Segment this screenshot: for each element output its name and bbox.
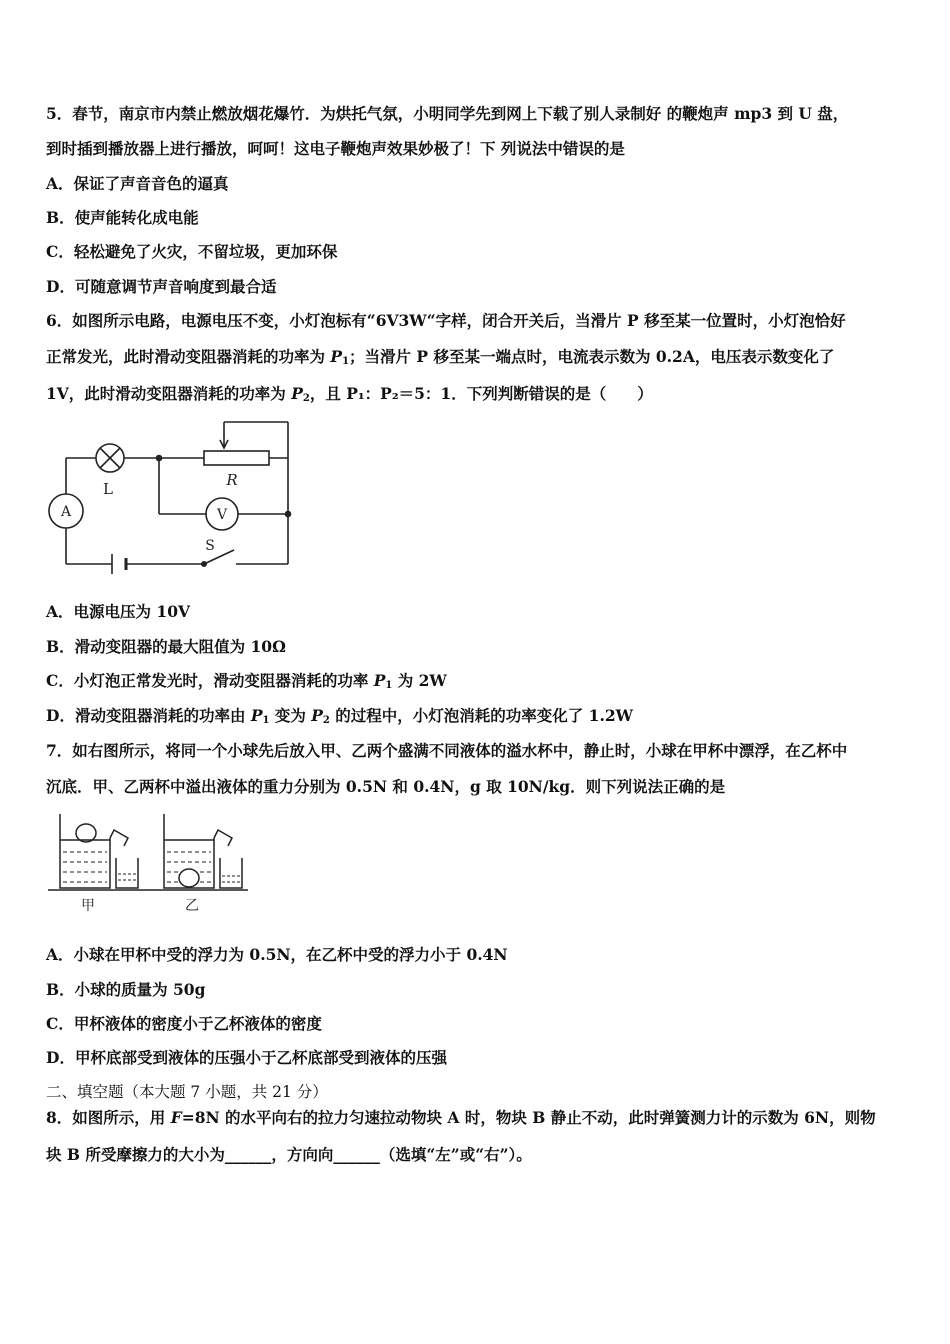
section2-title: 二、填空题（本大题 7 小题，共 21 分）: [46, 1083, 328, 1101]
spout-yi: [214, 830, 232, 846]
cup-jia: [60, 814, 110, 888]
q6-option-c-p-symbol: P: [373, 671, 386, 690]
q6-line3-text-a: 1V，此时滑动变阻器消耗的功率为: [46, 384, 292, 403]
q6-option-d-text-mid: 变为: [269, 706, 312, 725]
label-jia: 甲: [81, 898, 95, 914]
circuit-diagram: [44, 418, 304, 584]
switch-label: S: [205, 538, 215, 554]
q6-option-d-text-a: D．滑动变阻器消耗的功率由: [46, 706, 251, 725]
q8-stem-line1: [46, 1108, 910, 1128]
q6-line2-text-b: ；当滑片 P 移至某一端点时，电流表示数为 0.2A，电压表示数变化了: [349, 347, 835, 366]
q8-line1-text-b: =8N 的水平向右的拉力匀速拉动物块 A 时，物块 B 静止不动，此时弹簧测力计的示数为 6N，则物: [181, 1108, 876, 1127]
q6-line2-text-a: 正常发光，此时滑动变阻器消耗的功率为: [46, 347, 331, 366]
label-yi: 乙: [185, 898, 199, 914]
overflow-cups-figure: [44, 808, 254, 918]
q6-option-c-p-subscript: 1: [385, 680, 393, 691]
q6-p1-subscript: 1: [342, 356, 350, 367]
q6-option-c-text-a: C．小灯泡正常发光时，滑动变阻器消耗的功率: [46, 671, 374, 690]
q7-stem-line2: 沉底．甲、乙两杯中溢出液体的重力分别为 0.5N 和 0.4N，g 取 10N/kg．则下列说法正确的是: [46, 777, 726, 796]
q5-stem-line2: 到时插到播放器上进行播放，呵呵！这电子鞭炮声效果妙极了！下 列说法中错误的是: [46, 139, 625, 158]
q7-stem-line1: 7．如右图所示，将同一个小球先后放入甲、乙两个盛满不同液体的溢水杯中，静止时，小球在甲杯中漂浮，在乙杯中: [46, 741, 848, 760]
cup-yi: [164, 814, 214, 888]
q7-option-d: D．甲杯底部受到液体的压强小于乙杯底部受到液体的压强: [46, 1048, 447, 1067]
q5-option-b: B．使声能转化成电能: [46, 208, 199, 227]
q5-option-c: C．轻松避免了火灾，不留垃圾，更加环保: [46, 242, 338, 261]
beaker-yi: [220, 858, 242, 888]
beaker-liquid-yi: [222, 876, 240, 882]
ammeter-label: A: [60, 504, 72, 520]
q7-option-b: B．小球的质量为 50g: [46, 980, 206, 999]
q6-option-b: B．滑动变阻器的最大阻值为 10Ω: [46, 637, 286, 656]
junction-dot: [157, 456, 162, 461]
q6-line3-text-b: ，且 P₁：P₂＝5：1．下列判断错误的是（ ）: [309, 384, 653, 403]
q6-option-d-p2-symbol: P: [311, 706, 323, 725]
beaker-liquid-jia: [118, 874, 136, 880]
ball-yi: [179, 869, 199, 887]
junction-dot: [286, 512, 291, 517]
q6-option-d-text-b: 的过程中，小灯泡消耗的功率变化了 1.2W: [329, 706, 634, 725]
q5-option-d: D．可随意调节声音响度到最合适: [46, 277, 277, 296]
q6-stem-line2: [46, 347, 910, 372]
resistor-label: R: [226, 471, 238, 489]
lamp-label: L: [103, 480, 113, 498]
q6-p2-symbol: P: [291, 384, 303, 403]
q6-stem-line1: 6．如图所示电路，电源电压不变，小灯泡标有“6V3W“字样，闭合开关后，当滑片 P 移至某一位置时，小灯泡恰好: [46, 311, 846, 330]
q6-option-c: [46, 671, 910, 696]
voltmeter-label: V: [216, 507, 228, 523]
q5-stem-line1: 5．春节，南京市内禁止燃放烟花爆竹．为烘托气氛，小明同学先到网上下载了别人录制好 的鞭炮声 mp3 到 U 盘，: [46, 104, 849, 123]
q6-option-c-text-b: 为 2W: [392, 671, 447, 690]
junction-dot: [202, 562, 206, 566]
q6-option-d: [46, 706, 910, 731]
spout-jia: [110, 830, 128, 846]
q6-option-d-p1-subscript: 1: [262, 715, 270, 726]
rheostat-resistor: [204, 451, 269, 465]
q6-p1-symbol: P: [330, 347, 343, 366]
q8-stem-line2: 块 B 所受摩擦力的大小为______，方向向______（选填“左”或“右”）。: [46, 1145, 532, 1164]
liquid-jia: [63, 852, 107, 882]
liquid-yi: [167, 852, 211, 882]
q6-option-d-p2-subscript: 2: [322, 715, 330, 726]
q6-option-d-p1-symbol: P: [250, 706, 263, 725]
q5-option-a: A．保证了声音音色的逼真: [46, 174, 229, 193]
q8-f-symbol: F: [170, 1108, 182, 1127]
q8-line1-text-a: 8．如图所示，用: [46, 1108, 171, 1127]
q6-stem-line3: [46, 384, 910, 409]
beaker-jia: [116, 858, 138, 888]
q6-option-a: A．电源电压为 10V: [46, 602, 191, 621]
q7-option-a: A．小球在甲杯中受的浮力为 0.5N，在乙杯中受的浮力小于 0.4N: [46, 945, 508, 964]
q7-option-c: C．甲杯液体的密度小于乙杯液体的密度: [46, 1014, 322, 1033]
q6-p2-subscript: 2: [302, 393, 310, 404]
